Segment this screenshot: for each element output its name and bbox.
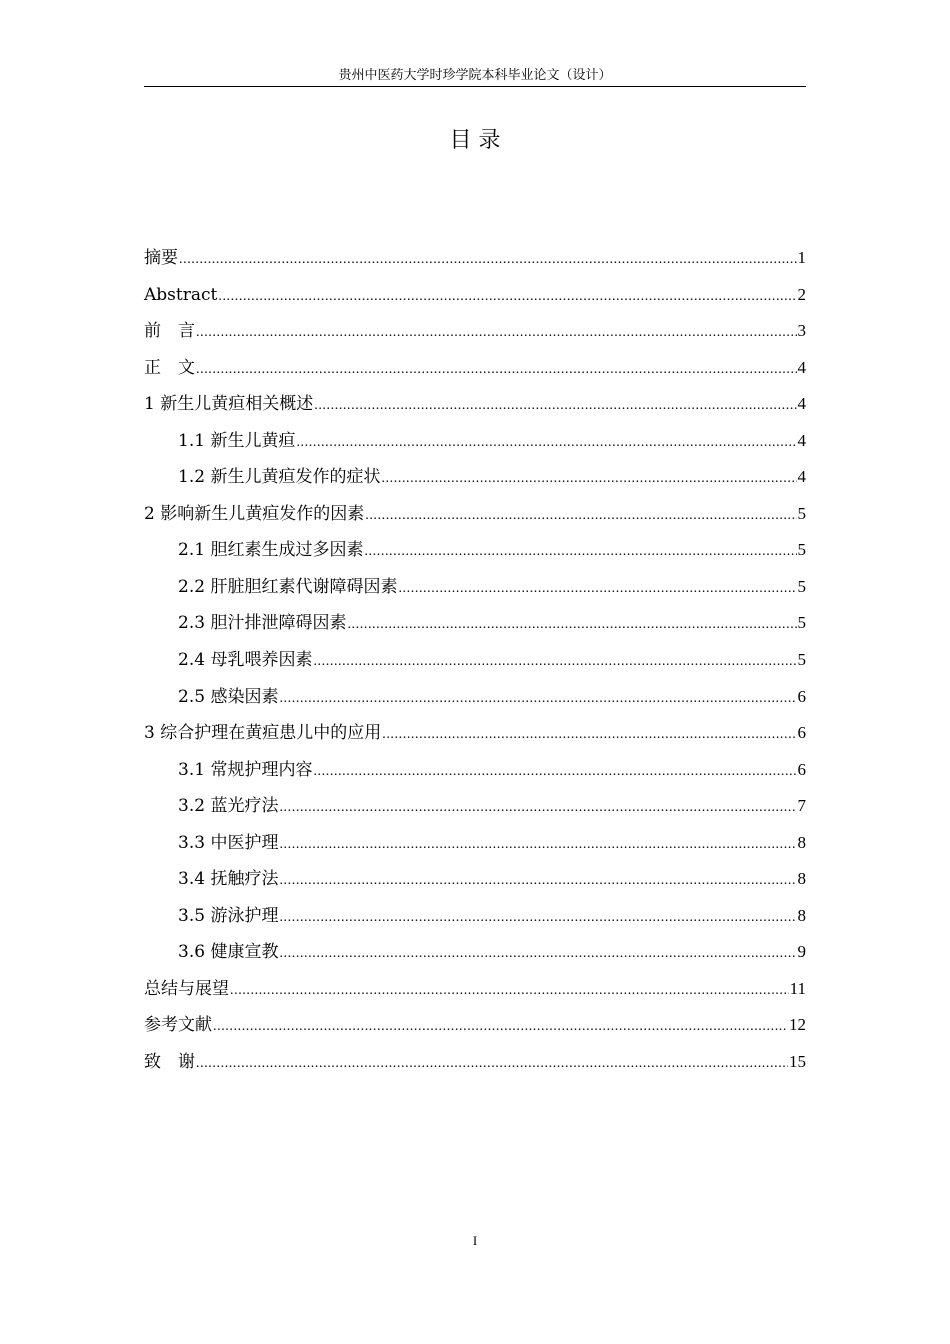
- toc-entry-label: 3.5 游泳护理: [178, 905, 279, 926]
- toc-entry[interactable]: [144, 788, 806, 825]
- toc-dot-leader: [279, 790, 796, 826]
- toc-entry-page: 5: [797, 503, 806, 523]
- table-of-contents: [144, 240, 806, 1081]
- toc-entry-label: 3 综合护理在黄疸患儿中的应用: [144, 723, 382, 744]
- toc-entry[interactable]: [144, 825, 806, 862]
- toc-dot-leader: [347, 607, 796, 643]
- page-header: 贵州中医药大学时珍学院本科毕业论文（设计）: [338, 68, 612, 83]
- toc-entry-label: 正 文: [144, 357, 195, 378]
- toc-entry-page: 4: [797, 467, 806, 487]
- toc-entry-label: 2.5 感染因素: [178, 686, 279, 707]
- toc-dot-leader: [382, 717, 796, 753]
- toc-entry-page: 6: [797, 686, 806, 706]
- toc-entry[interactable]: [144, 350, 806, 387]
- toc-entry[interactable]: [144, 386, 806, 423]
- toc-entry-page: 8: [797, 905, 806, 925]
- toc-entry-label: 2.2 肝脏胆红素代谢障碍因素: [178, 576, 398, 597]
- toc-entry-label: 3.3 中医护理: [178, 832, 279, 853]
- toc-entry-label: 2 影响新生儿黄疸发作的因素: [144, 503, 365, 524]
- toc-entry-page: 5: [797, 613, 806, 633]
- toc-entry-label: 3.1 常规护理内容: [178, 759, 313, 780]
- toc-entry-label: 3.2 蓝光疗法: [178, 796, 279, 817]
- toc-dot-leader: [314, 388, 796, 424]
- toc-entry[interactable]: [144, 715, 806, 752]
- toc-entry[interactable]: [144, 240, 806, 277]
- toc-entry-label: 摘要: [144, 248, 178, 268]
- toc-dot-leader: [279, 900, 796, 936]
- toc-entry-page: 6: [797, 723, 806, 743]
- toc-entry-page: 5: [797, 650, 806, 670]
- toc-entry-page: 3: [797, 321, 806, 341]
- toc-dot-leader: [313, 754, 796, 790]
- toc-entry-page: 8: [797, 869, 806, 889]
- toc-entry-page: 15: [789, 1052, 806, 1072]
- toc-entry[interactable]: [144, 1044, 806, 1081]
- toc-dot-leader: [296, 425, 796, 461]
- toc-entry-page: 7: [797, 796, 806, 816]
- toc-entry-label: 参考文献: [144, 1015, 212, 1036]
- toc-dot-leader: [365, 498, 796, 534]
- toc-entry[interactable]: [144, 605, 806, 642]
- toc-entry[interactable]: [144, 423, 806, 460]
- toc-dot-leader: [279, 827, 796, 863]
- toc-entry[interactable]: [144, 642, 806, 679]
- toc-dot-leader: [398, 571, 796, 607]
- toc-entry-page: 5: [797, 576, 806, 596]
- toc-dot-leader: [213, 1009, 788, 1045]
- toc-entry[interactable]: [144, 496, 806, 533]
- toc-entry[interactable]: [144, 532, 806, 569]
- page-number: I: [472, 1233, 478, 1248]
- toc-entry-page: 5: [797, 540, 806, 560]
- toc-dot-leader: [218, 279, 796, 315]
- toc-entry-label: 致 谢: [144, 1052, 195, 1073]
- toc-dot-leader: [381, 461, 796, 497]
- toc-entry-page: 1: [797, 248, 806, 267]
- toc-entry-label: 3.6 健康宣教: [178, 942, 279, 963]
- toc-entry-page: 2: [797, 284, 806, 304]
- toc-entry[interactable]: [144, 861, 806, 898]
- toc-entry-label: 前 言: [144, 321, 195, 342]
- toc-entry-label: 1.2 新生儿黄疸发作的症状: [178, 467, 381, 488]
- toc-dot-leader: [196, 352, 797, 388]
- toc-entry-page: 12: [789, 1015, 806, 1035]
- toc-dot-leader: [230, 973, 789, 1009]
- toc-entry[interactable]: [144, 898, 806, 935]
- toc-entry[interactable]: [144, 1007, 806, 1044]
- toc-dot-leader: [313, 644, 796, 680]
- toc-entry-page: 4: [797, 430, 806, 450]
- toc-dot-leader: [279, 936, 796, 972]
- toc-entry-page: 4: [797, 357, 806, 377]
- toc-dot-leader: [196, 1046, 788, 1082]
- toc-dot-leader: [179, 242, 797, 278]
- toc-entry-page: 6: [797, 759, 806, 779]
- toc-entry[interactable]: [144, 277, 806, 314]
- toc-entry[interactable]: [144, 934, 806, 971]
- toc-entry-label: 2.4 母乳喂养因素: [178, 650, 313, 671]
- toc-entry-page: 4: [797, 394, 806, 414]
- toc-entry-page: 8: [797, 832, 806, 852]
- toc-entry-page: 9: [797, 942, 806, 962]
- toc-entry-label: 1 新生儿黄疸相关概述: [144, 394, 314, 415]
- toc-entry[interactable]: [144, 752, 806, 789]
- toc-dot-leader: [364, 534, 796, 570]
- toc-entry[interactable]: [144, 971, 806, 1008]
- toc-entry[interactable]: [144, 459, 806, 496]
- toc-entry-page: 11: [789, 978, 806, 998]
- header-rule: [144, 86, 806, 87]
- toc-entry-label: 总结与展望: [144, 978, 229, 999]
- toc-entry-label: 1.1 新生儿黄疸: [178, 430, 296, 451]
- toc-dot-leader: [196, 315, 797, 351]
- toc-entry-label: 3.4 抚触疗法: [178, 869, 279, 890]
- toc-entry-label: Abstract: [144, 284, 218, 305]
- page-title: 目 录: [449, 128, 501, 153]
- toc-entry[interactable]: [144, 679, 806, 716]
- toc-entry-label: 2.1 胆红素生成过多因素: [178, 540, 364, 561]
- toc-dot-leader: [279, 681, 796, 717]
- toc-dot-leader: [279, 863, 796, 899]
- toc-entry-label: 2.3 胆汁排泄障碍因素: [178, 613, 347, 634]
- toc-entry[interactable]: [144, 569, 806, 606]
- toc-entry[interactable]: [144, 313, 806, 350]
